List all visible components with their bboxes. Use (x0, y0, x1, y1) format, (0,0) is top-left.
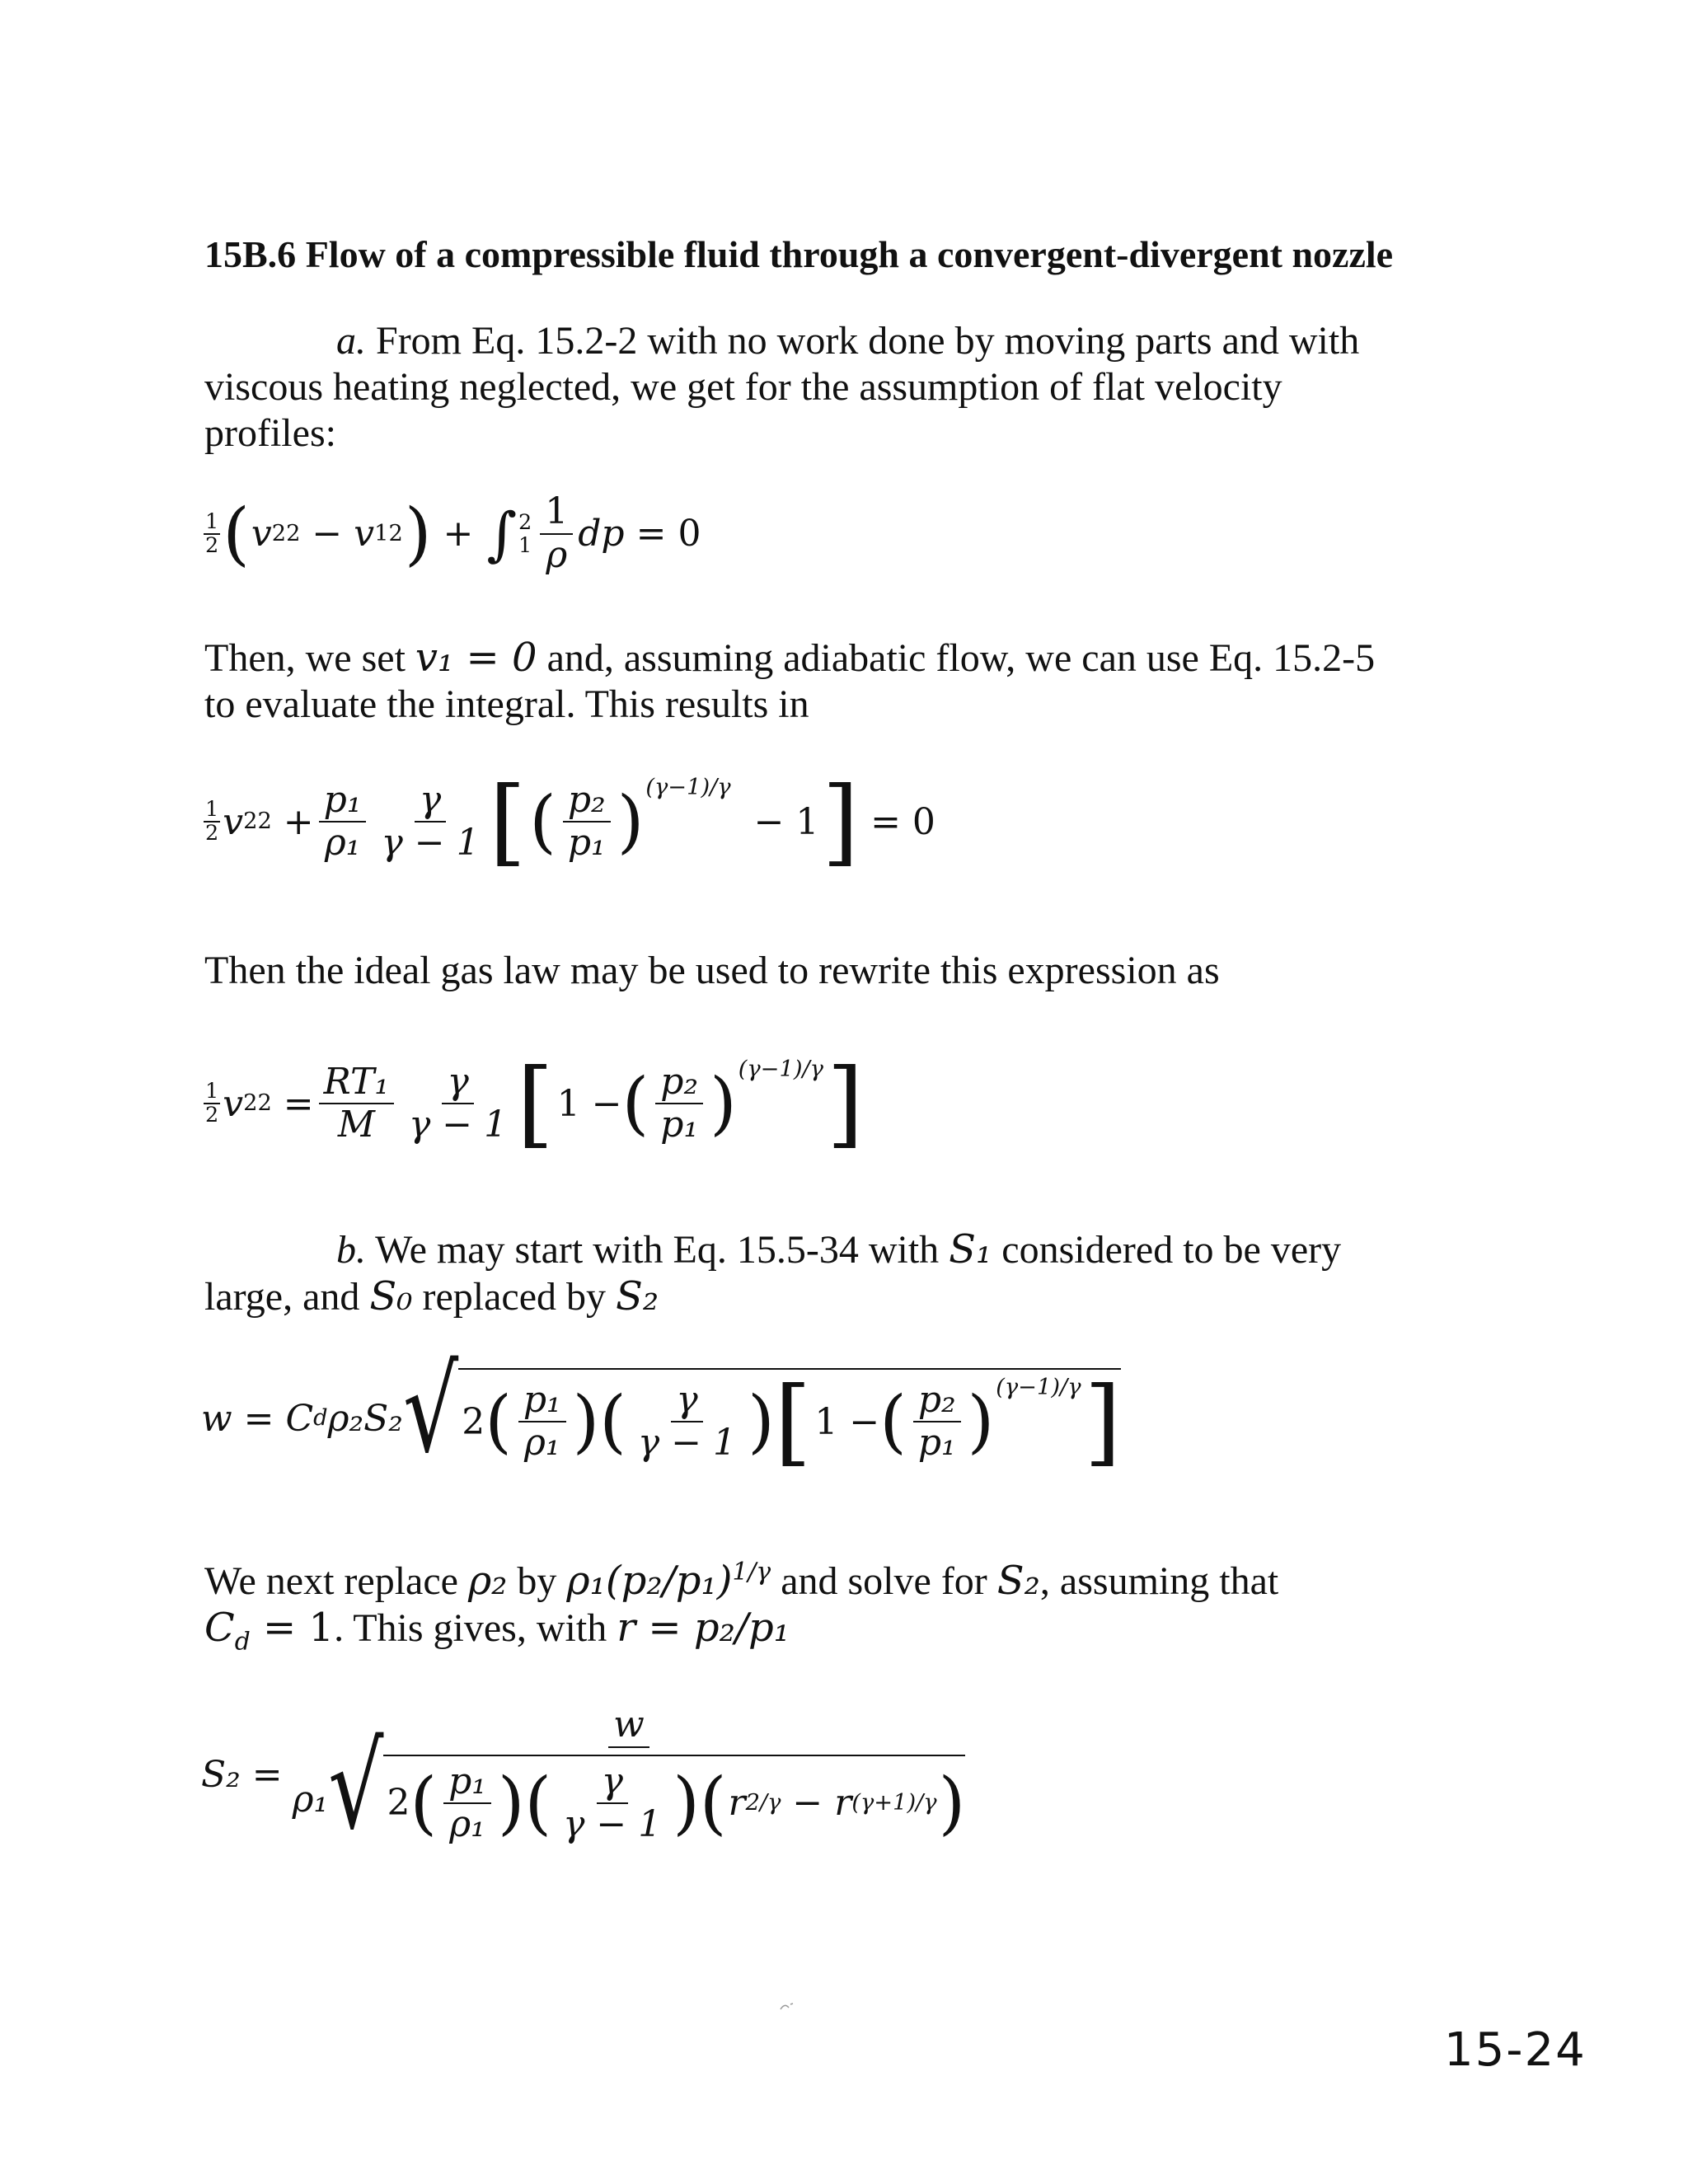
square-root: √ 2 ( $\frac{\text{p₁}}{\text{ρ₁}}$ ) ( $\frac{\gamma}{\gamma - 1}$ ) [ 1 − ( $\frac{\text{p₂}}{\text{p₁}}$ ) (γ−1)/γ ] (403, 1368, 1121, 1469)
velocity-difference: ( v 2 2 − v 1 2 ) (223, 499, 431, 569)
s2-fraction: w ρ₁ √ 2 ( $\frac{\text{p₁}}{\text{ρ₁}}$ ) ( $\frac{\gamma}{\gamma - 1}$ ) ( r 2/γ − r (γ+1)/γ ) (288, 1704, 971, 1846)
part-a-text-2: Then, we set v₁ = 0 and, assuming adiabatic flow, we can use Eq. 15.2-5 to evaluate the integral. This results in (204, 635, 1376, 726)
half-fraction: 1 2 (205, 509, 219, 558)
part-a-intro (204, 318, 1391, 457)
section-heading (204, 232, 1416, 277)
part-b-intro: b. We may start with Eq. 15.5-34 with S₁ considered to be very large, and S₀ replaced by S₂ (204, 1226, 1342, 1319)
section-number: 15B.6 (204, 233, 297, 275)
equation-3: 1 2 v 2 2 = $\frac{\text{RT₁}}{M}$ $\frac{\gamma}{\gamma - 1}$ [ 1 − ( $\frac{\text{p₂}}{\text{p₁}}$ ) (γ−1)/γ ] (201, 1057, 864, 1151)
equation-4: w = C d ρ₂ S₂ √ 2 ( $\frac{\text{p₁}}{\text{ρ₁}}$ ) ( $\frac{\gamma}{\gamma - 1}$ ) [ 1 − ( $\frac{\text{p₂}}{\text{p₁}}$ ) (γ−1)/γ ] (201, 1368, 1121, 1469)
bracket-term: ( [ $\frac{\text{p₂}}{\text{p₁}}$ ) (γ−1)/γ − 1 ] (490, 775, 859, 869)
part-b-label: b. (336, 1228, 366, 1272)
bracket-term: [ 1 − ( $\frac{\text{p₂}}{\text{p₁}}$ ) (γ−1)/γ ] (517, 1057, 863, 1151)
pressure-density-ratio: $\frac{\text{p₁}}{\text{ρ₁}}$ (319, 780, 367, 865)
equation-1: 1 2 ( v 2 2 − v 1 2 ) + ∫ 2 1 $\frac{1}{\rho}$ dp = 0 (201, 491, 701, 576)
part-a-label: a. (336, 319, 366, 363)
v1-zero: v₁ = 0 (415, 635, 537, 681)
integral-limits: 2 1 (518, 509, 532, 558)
section-title: Flow of a compressible fluid through a convergent-divergent nozzle (305, 233, 1394, 275)
rt-over-m: $\frac{\text{RT₁}}{M}$ (319, 1062, 394, 1146)
page-number: 15-24 (1444, 2023, 1587, 2077)
pencil-mark (780, 2001, 795, 2013)
part-a-intro-text: From Eq. 15.2-2 with no work done by moving parts and with viscous heating neglected, we get for the assumption of flat velocity profiles: (204, 319, 1360, 455)
integral-sign: ∫ (486, 499, 518, 568)
equation-2: 1 2 v 2 2 + $\frac{\text{p₁}}{\text{ρ₁}}$ $\frac{\gamma}{\gamma - 1}$ ( [ $\frac{\text{p₂}}{\text{p₁}}$ ) (γ−1)/γ − 1 ] = 0 (201, 775, 935, 869)
inverse-density: $\frac{1}{\rho}$ (540, 491, 573, 576)
equation-5: S₂ = w ρ₁ √ 2 ( $\frac{\text{p₁}}{\text{ρ₁}}$ ) ( $\frac{\gamma}{\gamma - 1}$ ) ( r 2/γ − r (γ+1)/γ ) (201, 1704, 975, 1846)
gamma-ratio: $\frac{\gamma}{\gamma - 1}$ (381, 778, 480, 865)
part-a-text-3: Then the ideal gas law may be used to rewrite this expression as (204, 949, 1220, 992)
part-b-text-2: We next replace ρ₂ by $\rho_1(p_2/p_1)^{1/\gamma}$ and solve for S₂, assuming that $C_d = 1$. This gives, with r = p₂/p₁ (204, 1558, 1279, 1657)
